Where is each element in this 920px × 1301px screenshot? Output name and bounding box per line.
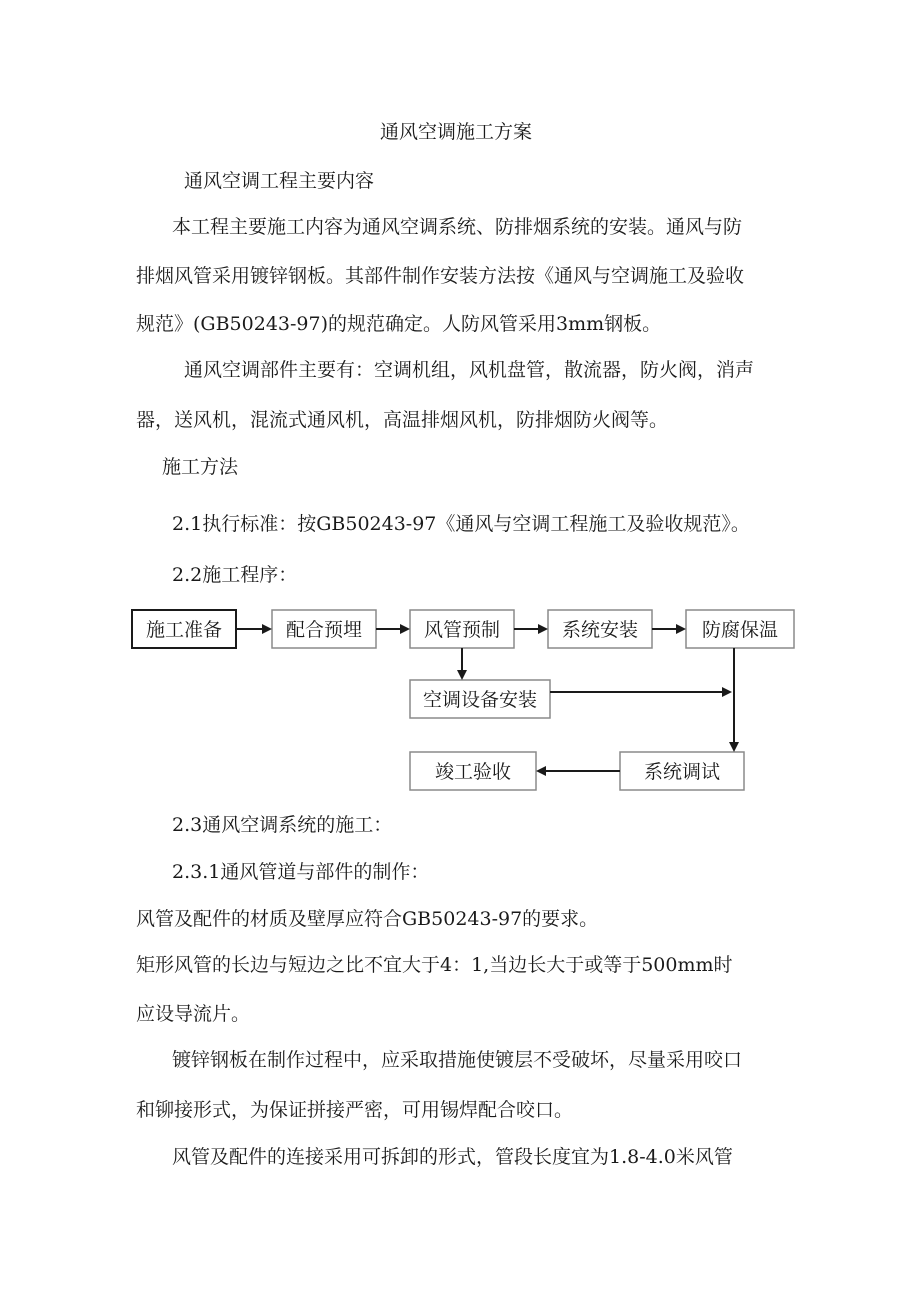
subsection-2-3-1: 2.3.1通风管道与部件的制作： <box>172 861 430 883</box>
flow-arrow <box>376 624 410 634</box>
paragraph-line: 和铆接形式，为保证拼接严密，可用锡焊配合咬口。 <box>136 1099 574 1121</box>
subsection-2-1: 2.1执行标准：按GB50243-97《通风与空调工程施工及验收规范》。 <box>172 513 750 535</box>
svg-text:风管预制: 风管预制 <box>423 619 501 641</box>
paragraph-line: 排烟风管采用镀锌钢板。其部件制作安装方法按《通风与空调施工及验收 <box>136 265 745 287</box>
flow-arrow <box>652 624 686 634</box>
svg-text:系统调试: 系统调试 <box>643 761 721 783</box>
subsection-2-2: 2.2施工程序： <box>172 564 298 586</box>
section-heading-main-content: 通风空调工程主要内容 <box>184 170 375 192</box>
svg-text:施工准备: 施工准备 <box>145 619 223 641</box>
svg-text:防腐保温: 防腐保温 <box>701 619 779 641</box>
paragraph-line: 规范》(GB50243-97)的规范确定。人防风管采用3mm钢板。 <box>136 313 662 335</box>
paragraph-line: 器，送风机，混流式通风机，高温排烟风机，防排烟防火阀等。 <box>136 409 669 431</box>
flow-arrow <box>236 624 272 634</box>
paragraph-line: 镀锌钢板在制作过程中，应采取措施使镀层不受破坏，尽量采用咬口 <box>172 1049 743 1071</box>
svg-text:竣工验收: 竣工验收 <box>434 761 512 783</box>
flow-box-embedding <box>272 610 376 648</box>
section-heading-methods: 施工方法 <box>162 456 239 478</box>
flow-box-debugging <box>620 752 744 790</box>
flow-arrow <box>457 648 467 680</box>
flow-box-acceptance <box>410 752 536 790</box>
flow-arrow <box>550 687 732 697</box>
flow-box-duct-prefab <box>410 610 514 648</box>
subsection-2-3: 2.3通风空调系统的施工： <box>172 814 393 836</box>
flow-arrow <box>514 624 548 634</box>
paragraph-line: 风管及配件的连接采用可拆卸的形式，管段长度宜为1.8-4.0米风管 <box>172 1146 733 1168</box>
page-title: 通风空调施工方案 <box>380 121 533 143</box>
svg-text:系统安装: 系统安装 <box>561 619 639 641</box>
flow-box-ac-equipment <box>410 680 550 718</box>
svg-text:配合预埋: 配合预埋 <box>285 619 363 641</box>
flow-box-anticorrosion <box>686 610 794 648</box>
flow-arrow <box>729 648 739 752</box>
flow-arrow <box>536 766 620 776</box>
paragraph-line: 应设导流片。 <box>136 1003 251 1025</box>
paragraph-line: 风管及配件的材质及壁厚应符合GB50243-97的要求。 <box>136 908 599 930</box>
flow-box-system-install <box>548 610 652 648</box>
paragraph-line: 通风空调部件主要有：空调机组，风机盘管，散流器，防火阀，消声 <box>184 359 755 381</box>
svg-text:空调设备安装: 空调设备安装 <box>422 689 538 711</box>
flow-box-preparation <box>132 610 236 648</box>
paragraph-line: 矩形风管的长边与短边之比不宜大于4：1,当边长大于或等于500mm时 <box>136 954 733 976</box>
paragraph-line: 本工程主要施工内容为通风空调系统、防排烟系统的安装。通风与防 <box>172 216 743 238</box>
